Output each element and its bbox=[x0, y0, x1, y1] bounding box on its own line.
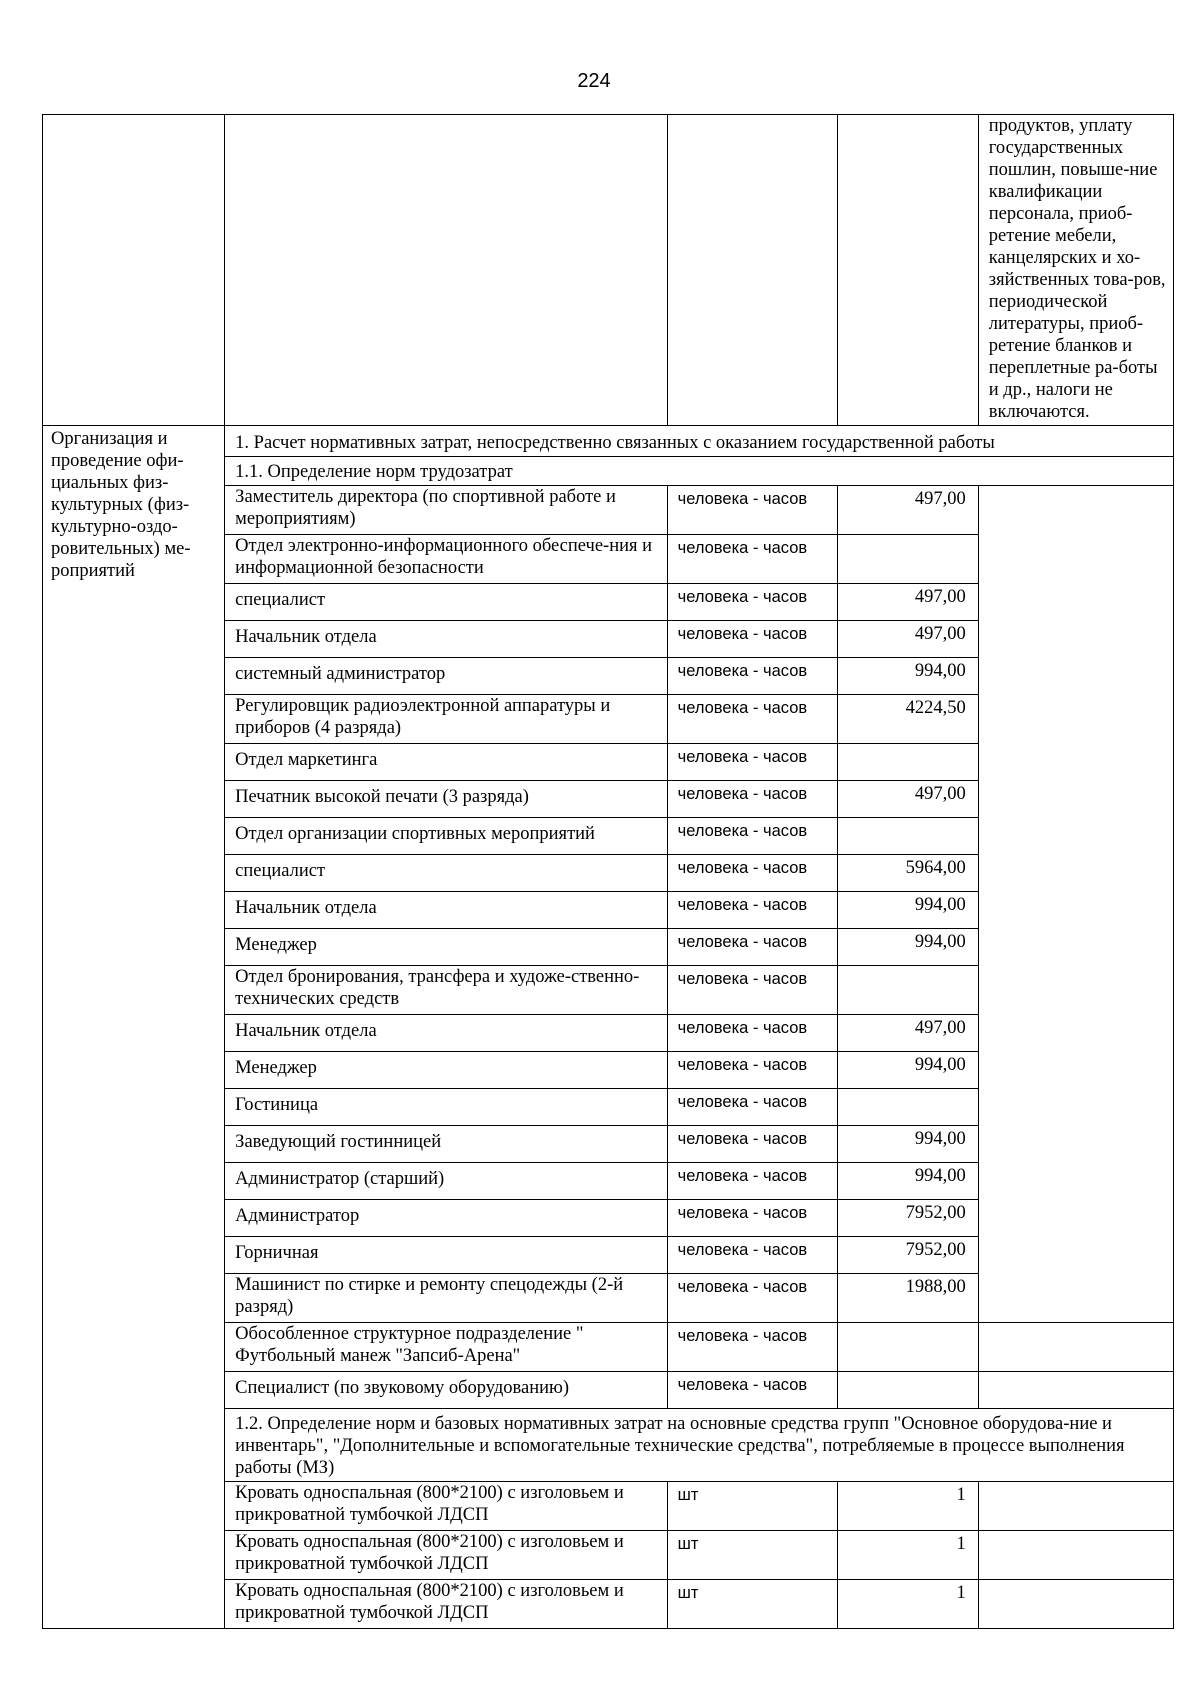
empty-cell bbox=[667, 115, 837, 426]
row-value: 994,00 bbox=[837, 929, 978, 966]
row-value: 5964,00 bbox=[837, 855, 978, 892]
row-name: Начальник отдела bbox=[225, 892, 667, 929]
row-unit: человека - часов bbox=[667, 1200, 837, 1237]
row-name: Администратор (старший) bbox=[225, 1163, 667, 1200]
row-value bbox=[837, 1089, 978, 1126]
row-name: Заместитель директора (по спортивной работе и мероприятиям) bbox=[225, 486, 667, 535]
row-name: Заведующий гостинницей bbox=[225, 1126, 667, 1163]
row-value bbox=[837, 1323, 978, 1372]
remark-cell bbox=[978, 1482, 1173, 1531]
row-unit: человека - часов bbox=[667, 1163, 837, 1200]
row-name: Горничная bbox=[225, 1237, 667, 1274]
section1-title: 1. Расчет нормативных затрат, непосредственно связанных с оказанием государственной работы bbox=[225, 426, 1174, 457]
row-value: 1 bbox=[837, 1580, 978, 1629]
row-value bbox=[837, 744, 978, 781]
row-unit: человека - часов bbox=[667, 1323, 837, 1372]
row-unit: человека - часов bbox=[667, 855, 837, 892]
row-value: 994,00 bbox=[837, 1052, 978, 1089]
norms-table bbox=[42, 114, 1174, 1629]
row-unit: человека - часов bbox=[667, 929, 837, 966]
row-name: Начальник отдела bbox=[225, 621, 667, 658]
row-name: Кровать односпальная (800*2100) с изголовьем и прикроватной тумбочкой ЛДСП bbox=[225, 1531, 667, 1580]
section1-2-title: 1.2. Определение норм и базовых нормативных затрат на основные средства групп "Основное оборудова-ние и инвентарь", "Дополнительные и вспомогательные технические средства", потребляемые в процессе выполнения работы (МЗ) bbox=[225, 1409, 1174, 1482]
empty-cell bbox=[225, 115, 667, 426]
row-value bbox=[837, 1372, 978, 1409]
row-value: 994,00 bbox=[837, 1126, 978, 1163]
row-name: Кровать односпальная (800*2100) с изголовьем и прикроватной тумбочкой ЛДСП bbox=[225, 1580, 667, 1629]
row-name: Обособленное структурное подразделение " Футбольный манеж "Запсиб-Арена" bbox=[225, 1323, 667, 1372]
row-name: системный администратор bbox=[225, 658, 667, 695]
row-name: Отдел маркетинга bbox=[225, 744, 667, 781]
row-unit: человека - часов bbox=[667, 621, 837, 658]
row-name: Менеджер bbox=[225, 1052, 667, 1089]
row-unit: шт bbox=[667, 1482, 837, 1531]
row-name: Гостиница bbox=[225, 1089, 667, 1126]
row-unit: человека - часов bbox=[667, 486, 837, 535]
row-unit: шт bbox=[667, 1580, 837, 1629]
row-name: Администратор bbox=[225, 1200, 667, 1237]
row-value: 4224,50 bbox=[837, 695, 978, 744]
row-unit: человека - часов bbox=[667, 584, 837, 621]
row-name: Отдел электронно-информационного обеспече-ния и информационной безопасности bbox=[225, 535, 667, 584]
row-value bbox=[837, 818, 978, 855]
remark-cell bbox=[978, 1580, 1173, 1629]
empty-cell bbox=[43, 115, 225, 426]
note-cell: продуктов, уплату государственных пошлин, повыше-ние квалификации персонала, приоб-ретение мебели, канцелярских и хо-зяйственных това-ров, периодической литературы, приоб-ретение бланков и переплетные ра-боты и др., налоги не включаются. bbox=[978, 115, 1173, 426]
row-value: 497,00 bbox=[837, 1015, 978, 1052]
row-value: 994,00 bbox=[837, 1163, 978, 1200]
row-name: специалист bbox=[225, 584, 667, 621]
row-value: 1988,00 bbox=[837, 1274, 978, 1323]
row-unit: человека - часов bbox=[667, 1015, 837, 1052]
row-name: Машинист по стирке и ремонту спецодежды (2-й разряд) bbox=[225, 1274, 667, 1323]
row-name: Специалист (по звуковому оборудованию) bbox=[225, 1372, 667, 1409]
remark-cell-merged bbox=[978, 486, 1173, 1323]
row-value: 1 bbox=[837, 1531, 978, 1580]
row-unit: человека - часов bbox=[667, 1089, 837, 1126]
remark-cell bbox=[978, 1531, 1173, 1580]
section1-1-title: 1.1. Определение норм трудозатрат bbox=[225, 457, 1174, 486]
empty-cell bbox=[837, 115, 978, 426]
continuation-row bbox=[43, 115, 1174, 426]
row-value: 1 bbox=[837, 1482, 978, 1531]
row-value: 497,00 bbox=[837, 781, 978, 818]
row-unit: человека - часов bbox=[667, 1126, 837, 1163]
row-name: Отдел бронирования, трансфера и художе-ственно-технических средств bbox=[225, 966, 667, 1015]
row-unit: человека - часов bbox=[667, 744, 837, 781]
remark-cell bbox=[978, 1323, 1173, 1372]
row-unit: человека - часов bbox=[667, 1372, 837, 1409]
row-unit: человека - часов bbox=[667, 535, 837, 584]
row-unit: человека - часов bbox=[667, 695, 837, 744]
row-unit: человека - часов bbox=[667, 781, 837, 818]
row-name: Менеджер bbox=[225, 929, 667, 966]
work-name-cell: Организация и проведение офи-циальных физ-культурных (физ-культурно-оздо-ровительных) ме-роприятий bbox=[43, 426, 225, 1629]
row-name: Начальник отдела bbox=[225, 1015, 667, 1052]
row-unit: человека - часов bbox=[667, 1052, 837, 1089]
row-value: 994,00 bbox=[837, 658, 978, 695]
section1-row bbox=[43, 426, 1174, 457]
row-name: Кровать односпальная (800*2100) с изголовьем и прикроватной тумбочкой ЛДСП bbox=[225, 1482, 667, 1531]
row-unit: человека - часов bbox=[667, 818, 837, 855]
row-value bbox=[837, 966, 978, 1015]
row-value: 7952,00 bbox=[837, 1200, 978, 1237]
page-number: 224 bbox=[577, 70, 611, 92]
row-unit: человека - часов bbox=[667, 1274, 837, 1323]
row-name: специалист bbox=[225, 855, 667, 892]
row-unit: человека - часов bbox=[667, 1237, 837, 1274]
remark-cell bbox=[978, 1372, 1173, 1409]
row-unit: человека - часов bbox=[667, 966, 837, 1015]
row-unit: шт bbox=[667, 1531, 837, 1580]
row-value bbox=[837, 535, 978, 584]
row-value: 994,00 bbox=[837, 892, 978, 929]
row-unit: человека - часов bbox=[667, 658, 837, 695]
row-name: Регулировщик радиоэлектронной аппаратуры и приборов (4 разряда) bbox=[225, 695, 667, 744]
row-value: 7952,00 bbox=[837, 1237, 978, 1274]
row-unit: человека - часов bbox=[667, 892, 837, 929]
row-name: Печатник высокой печати (3 разряда) bbox=[225, 781, 667, 818]
row-value: 497,00 bbox=[837, 486, 978, 535]
row-name: Отдел организации спортивных мероприятий bbox=[225, 818, 667, 855]
row-value: 497,00 bbox=[837, 584, 978, 621]
row-value: 497,00 bbox=[837, 621, 978, 658]
